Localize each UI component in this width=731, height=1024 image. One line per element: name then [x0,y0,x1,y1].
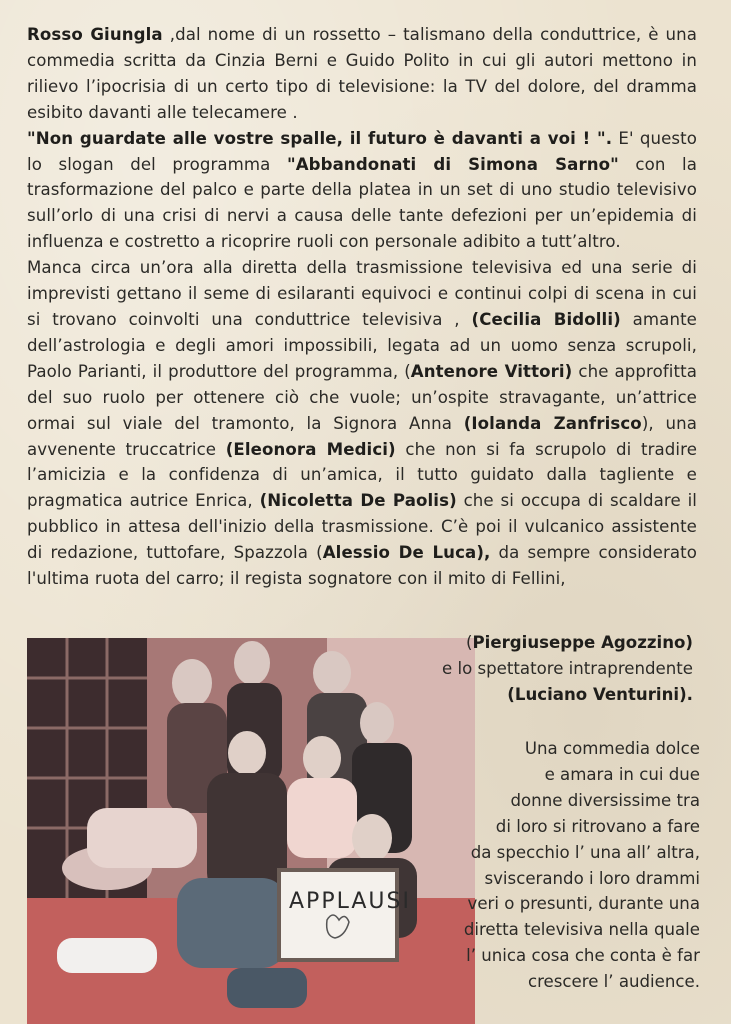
closing-line: crescere l’ audience. [527,972,700,992]
closing-line: e amara in cui due [544,764,700,784]
actor-iolanda: (Iolanda Zanfrisco [463,413,642,433]
closing-line: veri o presunti, durante una [467,894,700,914]
closing-line: di loro si ritrovano a fare [495,816,700,836]
show-title: Rosso Giungla [27,25,163,44]
actor-luciano: (Luciano Venturini). [507,684,693,704]
plot-text-6: che si occupa di scaldare il pubblico in attesa dell'inizio della trasmissione. C’è poi il vulcanico assistente di redazione, tuttofare, Spazzola ( [27,491,698,563]
applausi-sign [279,870,411,960]
plot-text-5: che non si fa scrupolo di tradire l’amicizia e la confidenza di un’amica, il tutto guidato dalla tagliente e pragmatica autrice Enrica, [27,439,697,511]
closing-line: da specchio l’ una all’ altra, [470,842,700,862]
closing-paragraph [440,736,700,995]
credit-paren: ( [466,633,473,652]
closing-line: Una commedia dolce [524,739,700,758]
plot-text-3: che approfitta del suo ruolo per ottenere ciò che vuole; un’ospite stravagante, un’attrice ormai sul viale del tramonto, la Signora Anna [27,361,697,433]
program-name: "Abbandonati di Simona Sarno" [286,154,619,174]
actor-alessio: Alessio De Luca), [322,543,491,563]
credits-block [393,630,693,708]
slogan-text-1: E' questo lo slogan del programma [27,128,697,174]
plot-text-7: da sempre considerato l'ultima ruota del carro; il regista sognatore con il mito di Fellini, [27,543,697,589]
actor-antenore: Antenore Vittori) [410,361,573,381]
closing-line: donne diversissime tra [510,790,700,810]
actor-nicoletta: (Nicoletta De Paolis) [259,491,457,511]
actor-cecilia: (Cecilia Bidolli) [471,309,621,329]
plot-text-4: ), una avvenente truccatrice [27,413,697,459]
sign-text: APPLAUSI [289,889,411,914]
plot-text-2: amante dell’astrologia e degli amori impossibili, legata ad un uomo senza scrupoli, Paolo Parianti, il produttore del programma, ( [27,309,697,381]
slogan-text-2: con la trasformazione del palco e parte della platea in un set di uno studio televisivo sull’orlo di una crisi di nervi a causa delle tante defezioni per un’epidemia di influenza e costretto a ricoprire ruoli con personale adibito a tutt’altro. [27,154,697,252]
credit-spectator: e lo spettatore intraprendente [441,658,693,678]
actor-piergiuseppe: Piergiuseppe Agozzino) [472,633,693,652]
article-body [27,22,697,592]
intro-text: ,dal nome di un rossetto – talismano della conduttrice, è una commedia scritta da Cinzia Berni e Guido Polito in cui gli autori mettono in rilievo l’ipocrisia di un certo tipo di televisione: la TV del dolore, del dramma esibito davanti alle telecamere . [27,25,697,122]
closing-line: l’ unica cosa che conta è far [466,946,700,966]
plot-text-1: Manca circa un’ora alla diretta della trasmissione televisiva ed una serie di imprevisti gettano il seme di esilaranti equivoci e continui colpi di scena in cui si trovano coinvolti una conduttrice televisiva , [27,258,697,329]
intro-paragraph [27,22,697,126]
credit-luciano [393,682,693,708]
closing-line: sviscerando i loro drammi [484,868,700,888]
slogan-quote: "Non guardate alle vostre spalle, il futuro è davanti a voi ! ". [27,128,613,148]
credit-piergiuseppe [393,630,693,656]
actor-eleonora: (Eleonora Medici) [225,439,396,459]
plot-paragraph [27,255,697,592]
slogan-paragraph [27,126,697,256]
closing-line: diretta televisiva nella quale [463,920,700,940]
